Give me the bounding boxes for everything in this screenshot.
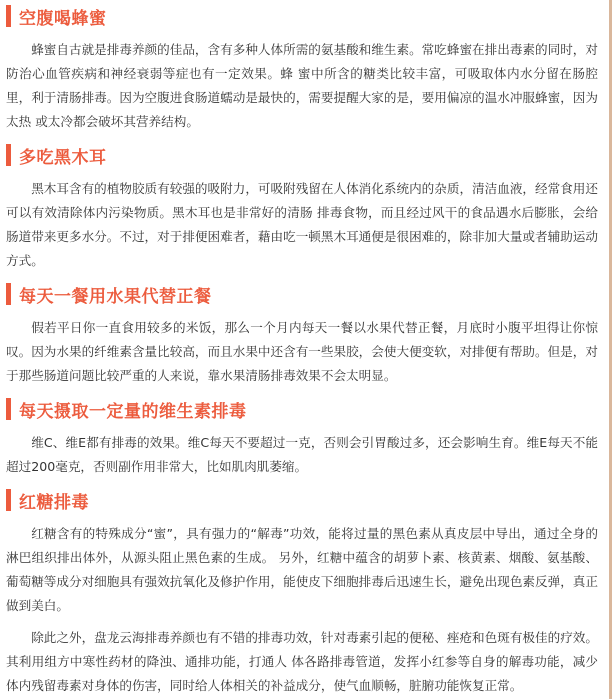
section-black-fungus <box>6 143 598 273</box>
section-heading <box>6 143 598 167</box>
section-paragraph: 黑木耳含有的植物胶质有较强的吸附力，可吸附残留在人体消化系统内的杂质，清洁血液，经常食用还可以有效清除体内污染物质。黑木耳也是非常好的清肠 排毒食物，而且经过风干的食品遇水后膨胀，会给肠道带来更多水分。不过，对于排便困难者，藉由吃一顿黑木耳通便是很困难的，除非加大量或者辅助运动方式。 <box>6 181 598 268</box>
section-paragraph: 除此之外，盘龙云海排毒养颜也有不错的排毒功效，针对毒素引起的便秘、痤疮和色斑有极佳的疗效。其利用组方中寒性药材的降浊、通排功能，打通人 体各路排毒管道，发挥小红参等自身的解毒功能，减少体内残留毒素对身体的伤害，同时给人体相关的补益成分，使气血顺畅，脏腑功能恢复正常。 <box>6 630 598 693</box>
section-title: 每天一餐用水果代替正餐 <box>19 286 212 307</box>
section-title: 每天摄取一定量的维生素排毒 <box>19 401 247 422</box>
section-paragraph: 维C、维E都有排毒的效果。维C每天不要超过一克，否则会引胃酸过多，还会影响生育。维E每天不能超过200毫克，否则副作用非常大，比如肌肉肌萎缩。 <box>6 435 598 474</box>
section-honey <box>6 4 598 134</box>
section-fruit-meal <box>6 282 598 388</box>
heading-accent-bar <box>6 283 11 305</box>
section-title: 红糖排毒 <box>19 492 89 513</box>
section-heading <box>6 397 598 421</box>
heading-accent-bar <box>6 144 11 166</box>
section-heading <box>6 488 598 512</box>
section-vitamins <box>6 397 598 479</box>
section-paragraph: 蜂蜜自古就是排毒养颜的佳品，含有多种人体所需的氨基酸和维生素。常吃蜂蜜在排出毒素的同时，对防治心血管疾病和神经衰弱等症也有一定效果。蜂 蜜中所含的糖类比较丰富，可吸取体内水分留在肠腔里，利于清肠排毒。因为空腹进食肠道蠕动是最快的，需要提醒大家的是，要用偏凉的温水冲服蜂蜜，因为太热 或太冷都会破坏其营养结构。 <box>6 42 598 129</box>
section-paragraph: 假若平日你一直食用较多的米饭，那么一个月内每天一餐以水果代替正餐，月底时小腹平坦得让你惊叹。因为水果的纤维素含量比较高，而且水果中还含有一些果胶，会使大便变软，对排便有帮助。但是，对于那些肠道问题比较严重的人来说，靠水果清肠排毒效果不会太明显。 <box>6 320 598 383</box>
section-title: 空腹喝蜂蜜 <box>19 8 107 29</box>
section-heading <box>6 282 598 306</box>
section-heading <box>6 4 598 28</box>
section-paragraph: 红糖含有的特殊成分“蜜”，具有强力的“解毒”功效，能将过量的黑色素从真皮层中导出，通过全身的淋巴组织排出体外，从源头阻止黑色素的生成。 另外，红糖中蕴含的胡萝卜素、核黄素、烟酸、氨基酸、葡萄糖等成分对细胞具有强效抗氧化及修护作用，能使皮下细胞排毒后迅速生长，避免出现色素反弹，真正 做到美白。 <box>6 526 598 613</box>
section-brown-sugar <box>6 488 598 698</box>
heading-accent-bar <box>6 398 11 420</box>
heading-accent-bar <box>6 489 11 511</box>
heading-accent-bar <box>6 5 11 27</box>
section-title: 多吃黑木耳 <box>19 147 107 168</box>
